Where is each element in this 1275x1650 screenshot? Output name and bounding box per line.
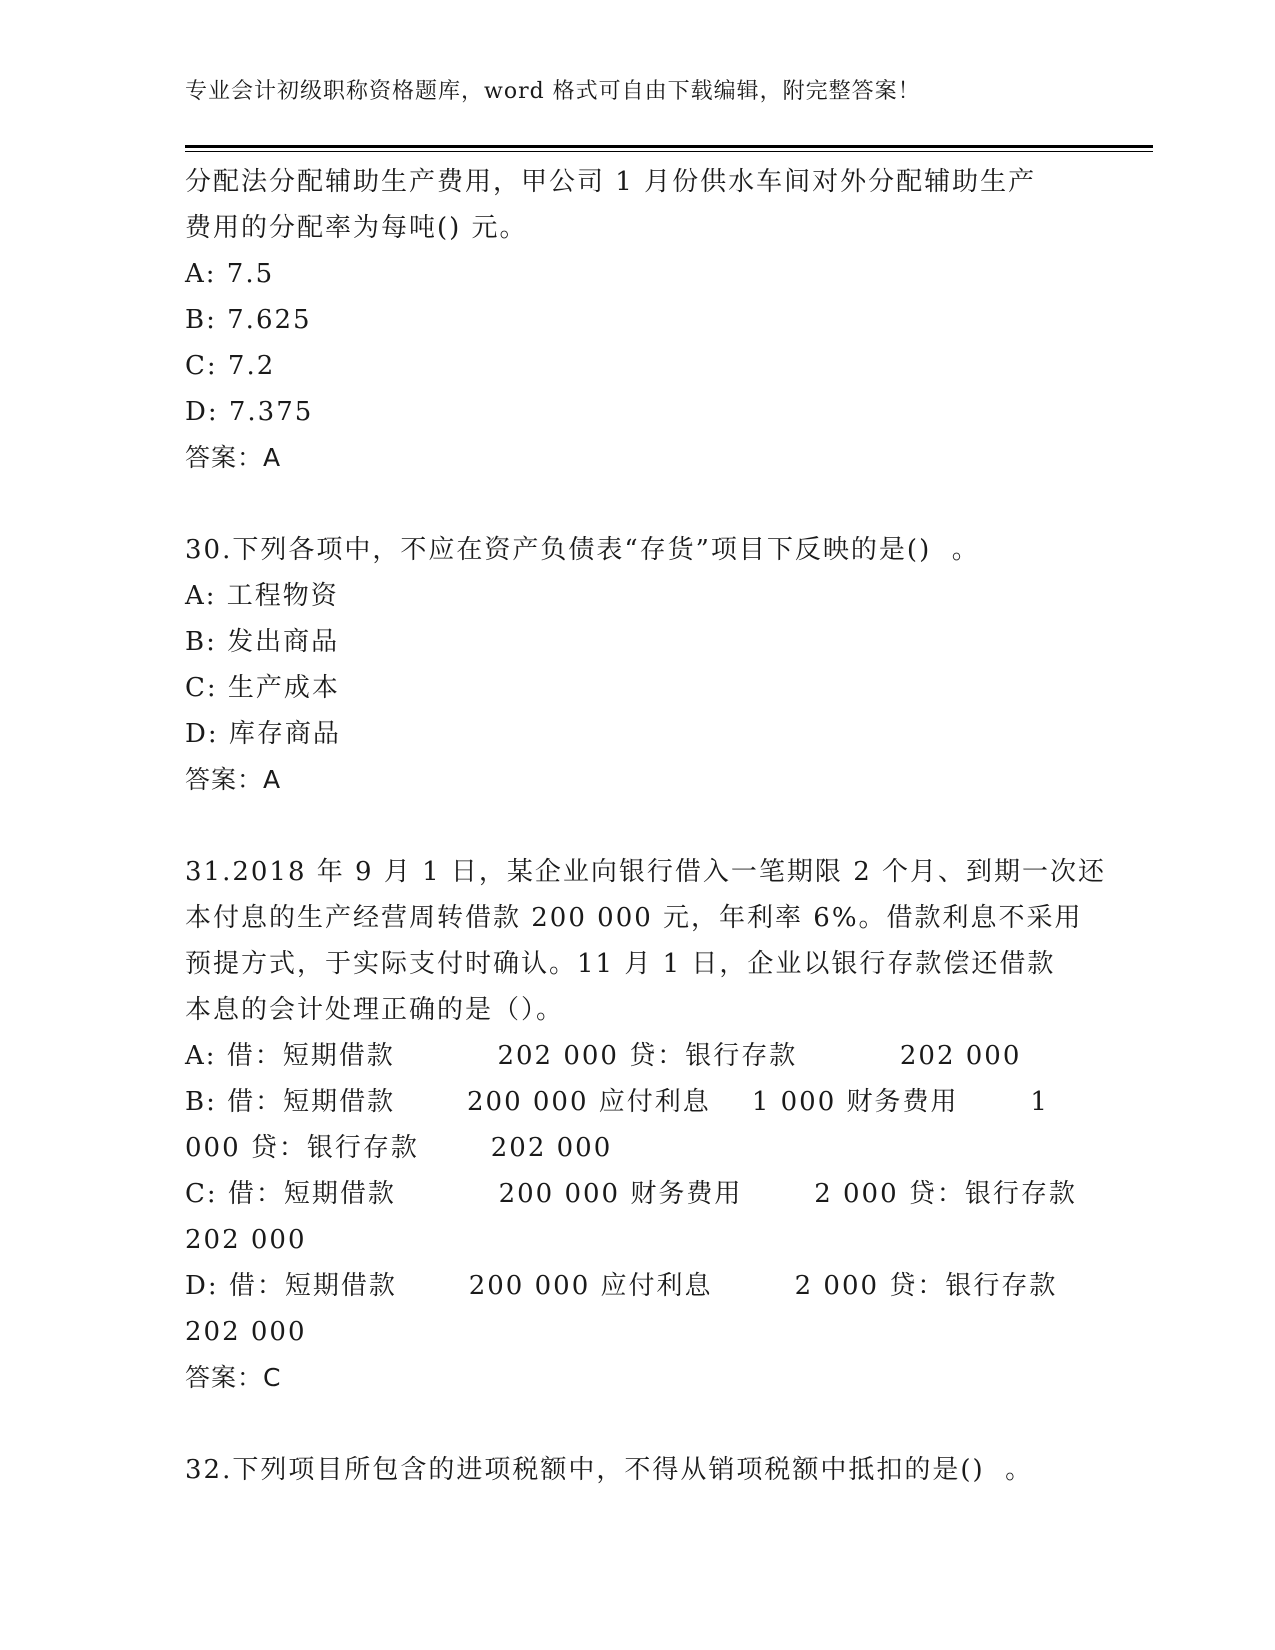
spacer bbox=[185, 1401, 1115, 1447]
question-30 bbox=[185, 527, 1115, 803]
option-c: C: 生产成本 bbox=[185, 673, 340, 703]
question-stem-line: 32.下列项目所包含的进项税额中，不得从销项税额中抵扣的是() 。 bbox=[185, 1455, 1034, 1485]
question-29 bbox=[185, 159, 1115, 481]
spacer bbox=[185, 803, 1115, 849]
question-stem-line: 分配法分配辅助生产费用，甲公司 1 月份供水车间对外分配辅助生产 bbox=[185, 167, 1037, 197]
header-divider-thin bbox=[185, 151, 1153, 152]
question-stem-line: 31.2018 年 9 月 1 日，某企业向银行借入一笔期限 2 个月、到期一次还 bbox=[185, 857, 1106, 887]
answer-line: 答案：A bbox=[185, 443, 282, 472]
option-d: D: 7.375 bbox=[185, 397, 314, 427]
question-stem-line: 30.下列各项中，不应在资产负债表“存货”项目下反映的是() 。 bbox=[185, 535, 980, 565]
option-d: D: 库存商品 bbox=[185, 719, 341, 749]
question-stem-line: 费用的分配率为每吨() 元。 bbox=[185, 213, 528, 243]
option-d: D: 借：短期借款 200 000 应付利息 2 000 贷：银行存款 bbox=[185, 1271, 1058, 1301]
option-b-continued: 000 贷：银行存款 202 000 bbox=[185, 1133, 613, 1163]
option-c-continued: 202 000 bbox=[185, 1225, 307, 1255]
option-b: B: 发出商品 bbox=[185, 627, 340, 657]
option-a: A: 借：短期借款 202 000 贷：银行存款 202 000 bbox=[185, 1041, 1022, 1071]
question-stem-line: 本息的会计处理正确的是（）。 bbox=[185, 995, 565, 1025]
option-c: C: 借：短期借款 200 000 财务费用 2 000 贷：银行存款 bbox=[185, 1179, 1077, 1209]
answer-line: 答案：C bbox=[185, 1363, 282, 1392]
option-b: B: 借：短期借款 200 000 应付利息 1 000 财务费用 1 bbox=[185, 1087, 1049, 1117]
question-stem-line: 本付息的生产经营周转借款 200 000 元，年利率 6%。借款利息不采用 bbox=[185, 903, 1083, 933]
document-body bbox=[185, 159, 1115, 1493]
page-header: 专业会计初级职称资格题库，word 格式可自由下载编辑，附完整答案！ bbox=[185, 79, 921, 104]
header-divider-thick bbox=[185, 145, 1153, 148]
question-32 bbox=[185, 1447, 1115, 1493]
option-a: A: 7.5 bbox=[185, 259, 275, 289]
question-stem-line: 预提方式，于实际支付时确认。11 月 1 日，企业以银行存款偿还借款 bbox=[185, 949, 1056, 979]
option-c: C: 7.2 bbox=[185, 351, 276, 381]
question-31 bbox=[185, 849, 1115, 1401]
option-b: B: 7.625 bbox=[185, 305, 312, 335]
option-d-continued: 202 000 bbox=[185, 1317, 307, 1347]
option-a: A: 工程物资 bbox=[185, 581, 339, 611]
answer-line: 答案：A bbox=[185, 765, 282, 794]
spacer bbox=[185, 481, 1115, 527]
